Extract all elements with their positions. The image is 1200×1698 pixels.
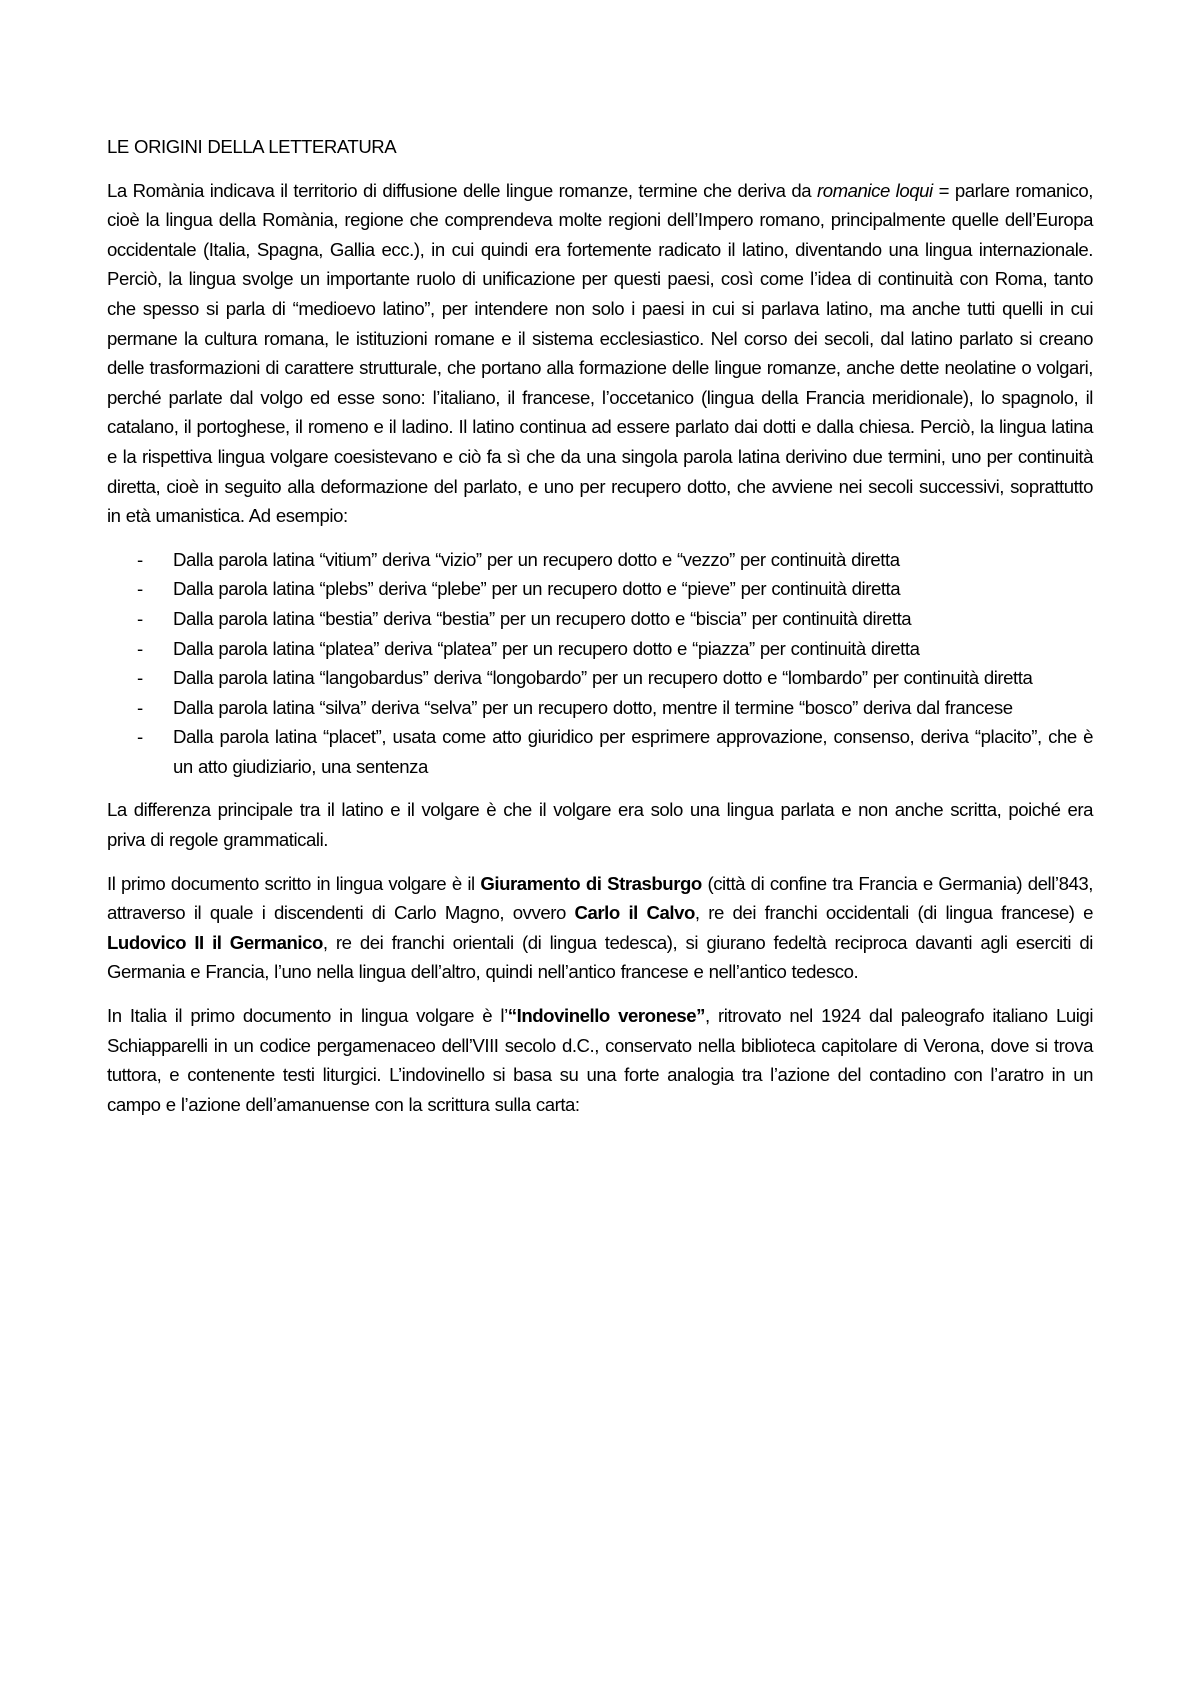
- paragraph-giuramento: [107, 869, 1093, 987]
- list-item: [107, 722, 1093, 781]
- document-title: LE ORIGINI DELLA LETTERATURA: [107, 136, 397, 157]
- bullet-dash: -: [137, 726, 143, 748]
- list-item: [107, 693, 1093, 723]
- bullet-dash: -: [137, 696, 143, 718]
- italic-text: romanice loqui: [816, 179, 933, 201]
- text: , re dei franchi occidentali (di lingua francese) e: [694, 902, 1093, 924]
- paragraph-differenza: La differenza principale tra il latino e il volgare è che il volgare era solo una lingua parlata e non anche scritta, poiché era priva di regole grammaticali.: [107, 799, 1093, 851]
- list-item: [107, 545, 1093, 575]
- text: , ritrovato nel 1924 dal paleografo italiano Luigi Schiapparelli in un codice pergamenaceo dell’VIII secolo d.C., conservato nella biblioteca capitolare di Verona, dove si trova tuttora, e contenente testi liturgici. L’indovinello si basa su una forte analogia tra l’azione del contadino con l’aratro in un campo e l’azione dell’amanuense con la scrittura sulla carta:: [107, 1005, 1093, 1115]
- bullet-dash: -: [137, 637, 143, 659]
- bold-text: Giuramento di Strasburgo: [480, 872, 702, 894]
- list-item: [107, 574, 1093, 604]
- list-item: [107, 634, 1093, 664]
- paragraph-romania: [107, 176, 1093, 531]
- bullet-dash: -: [137, 607, 143, 629]
- bold-text: Carlo il Calvo: [574, 902, 695, 924]
- list-item-text: Dalla parola latina “plebs” deriva “plebe” per un recupero dotto e “pieve” per continuità diretta: [173, 578, 901, 600]
- text: (città di confine tra Francia e Germania) dell’843, attraverso il quale i discendenti di Carlo Magno, ovvero: [107, 872, 1093, 924]
- text: , re dei franchi orientali (di lingua tedesca), si giurano fedeltà reciproca davanti agli eserciti di Germania e Francia, l’uno nella lingua dell’altro, quindi nell’antico francese e nell’antico tedesco.: [107, 931, 1093, 983]
- list-item: [107, 604, 1093, 634]
- text: In Italia il primo documento in lingua volgare è l’: [107, 1005, 508, 1027]
- list-item-text: Dalla parola latina “vitium” deriva “vizio” per un recupero dotto e “vezzo” per continuità diretta: [173, 548, 900, 570]
- text: Il primo documento scritto in lingua volgare è il: [107, 872, 481, 894]
- list-item-text: Dalla parola latina “platea” deriva “platea” per un recupero dotto e “piazza” per continuità diretta: [173, 637, 920, 659]
- document-page: [107, 132, 1093, 1133]
- list-item-text: Dalla parola latina “placet”, usata come atto giuridico per esprimere approvazione, consenso, deriva “placito”, che è un atto giudiziario, una sentenza: [173, 726, 1093, 777]
- bold-text: “Indovinello veronese”: [507, 1005, 706, 1027]
- bullet-dash: -: [137, 578, 143, 600]
- list-item-text: Dalla parola latina “bestia” deriva “bestia” per un recupero dotto e “biscia” per continuità diretta: [173, 607, 912, 629]
- bullet-dash: -: [137, 548, 143, 570]
- bold-text: Ludovico II il Germanico: [107, 931, 323, 953]
- paragraph-indovinello: [107, 1001, 1093, 1119]
- bullet-dash: -: [137, 667, 143, 689]
- text: = parlare romanico, cioè la lingua della Romània, regione che comprendeva molte regioni dell’Impero romano, principalmente quelle dell’Europa occidentale (Italia, Spagna, Gallia ecc.), in cui quindi era fortemente radicato il latino, diventando una lingua internazionale. Perciò, la lingua svolge un importante ruolo di unificazione per questi paesi, così come l’idea di continuità con Roma, tanto che spesso si parla di “medioevo latino”, per intendere non solo i paesi in cui si parlava latino, ma anche tutti quelli in cui permane la cultura romana, le istituzioni romane e il sistema ecclesiastico. Nel corso dei secoli, dal latino parlato si creano delle trasformazioni di carattere strutturale, che portano alla formazione delle lingue romanze, anche dette neolatine o volgari, perché parlate dal volgo ed esse sono: l’italiano, il francese, l’occetanico (lingua della Francia meridionale), lo spagnolo, il catalano, il portoghese, il romeno e il ladino. Il latino continua ad essere parlato dai dotti e dalla chiesa. Perciò, la lingua latina e la rispettiva lingua volgare coesistevano e ciò fa sì che da una singola parola latina derivino due termini, uno per continuità diretta, cioè in seguito alla deformazione del parlato, e uno per recupero dotto, che avviene nei secoli successivi, soprattutto in età umanistica. Ad esempio:: [107, 179, 1093, 527]
- list-item-text: Dalla parola latina “silva” deriva “selva” per un recupero dotto, mentre il termine “bosco” deriva dal francese: [173, 696, 1013, 718]
- examples-list: [107, 545, 1093, 782]
- list-item: [107, 663, 1093, 693]
- text: La Romània indicava il territorio di diffusione delle lingue romanze, termine che deriva da: [107, 179, 817, 201]
- list-item-text: Dalla parola latina “langobardus” deriva “longobardo” per un recupero dotto e “lombardo” per continuità diretta: [173, 667, 1033, 689]
